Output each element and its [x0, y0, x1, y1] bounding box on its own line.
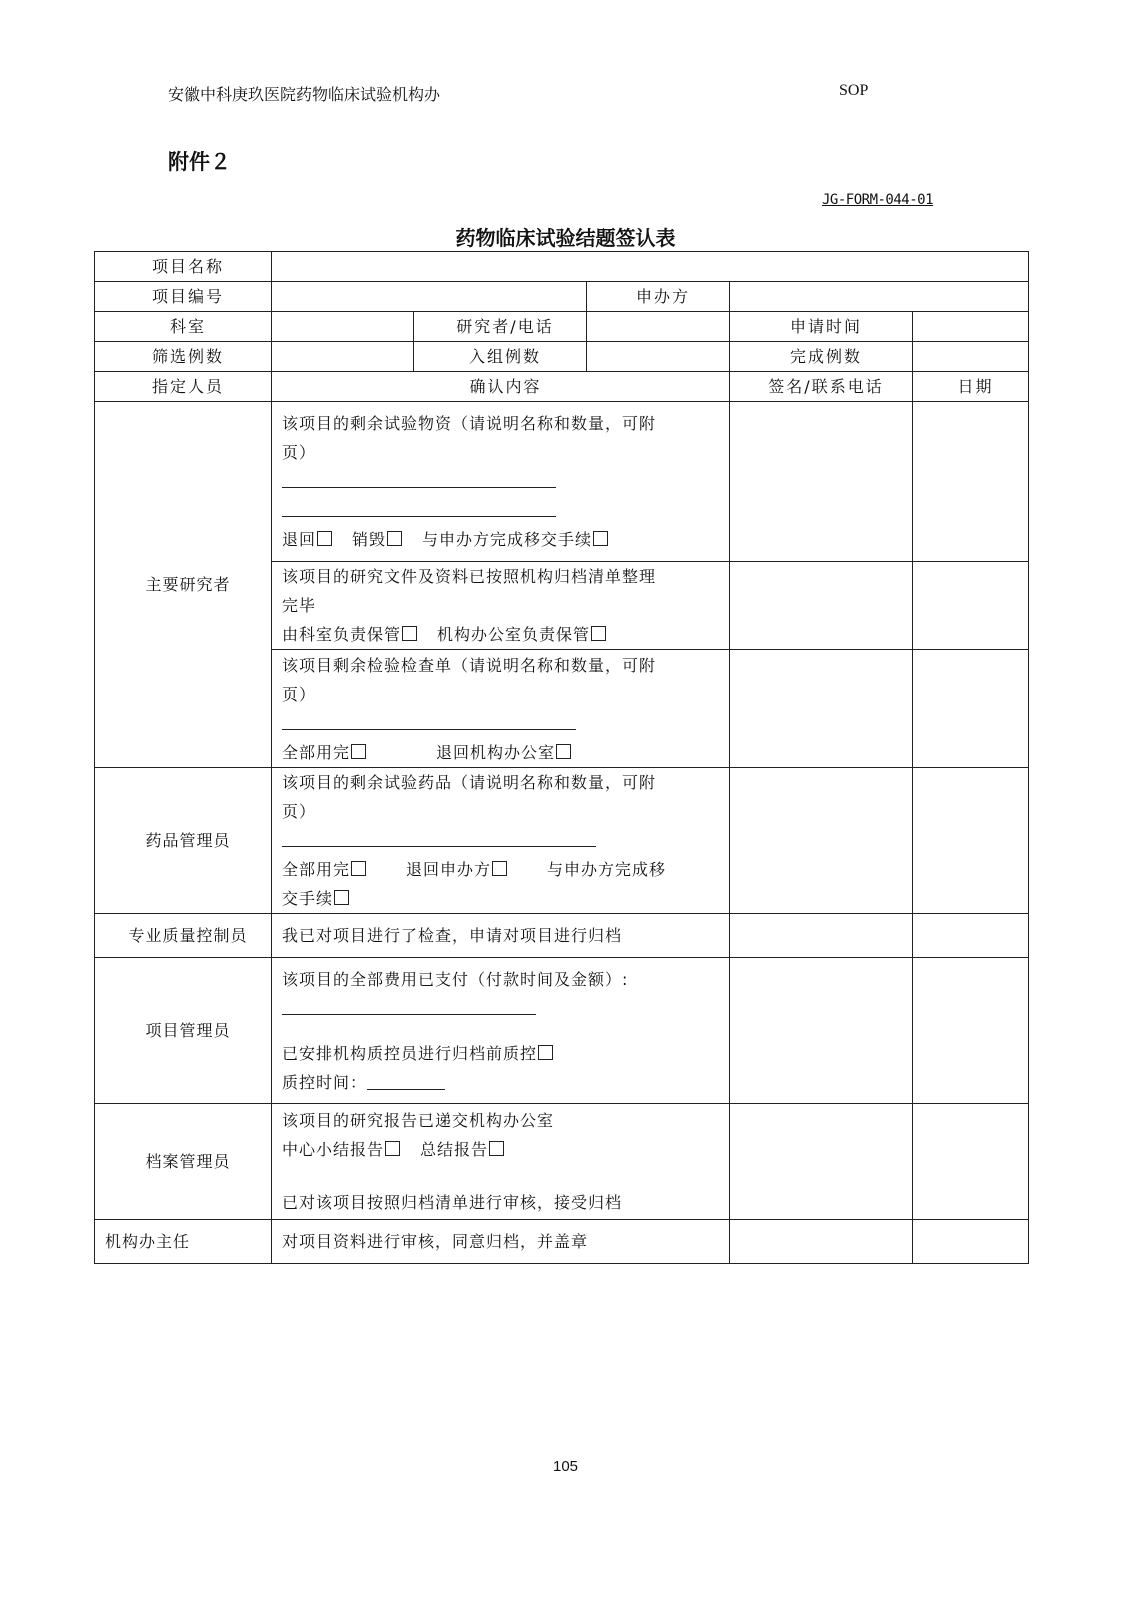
org-name: 安徽中科庚玖医院药物临床试验机构办 — [168, 85, 441, 104]
pi-materials-date[interactable] — [913, 402, 1029, 562]
label-sponsor: 申办方 — [587, 282, 730, 312]
pi-checks-blank[interactable] — [282, 709, 576, 730]
drug-line2: 页） — [282, 802, 317, 821]
label-apply-time: 申请时间 — [730, 312, 913, 342]
label-completed: 完成例数 — [730, 342, 913, 372]
director-sign[interactable] — [730, 1220, 913, 1264]
pi-checks-line1: 该项目剩余检验检查单（请说明名称和数量，可附 — [282, 655, 657, 675]
pi-checks-content — [272, 650, 730, 768]
doc-type: SOP — [839, 82, 869, 99]
drug-blank[interactable] — [282, 826, 596, 847]
value-completed[interactable] — [913, 342, 1029, 372]
row-director — [95, 1220, 1029, 1264]
drug-handover-label-b: 交手续 — [282, 889, 334, 908]
label-screened: 筛选例数 — [95, 342, 272, 372]
row-counts — [95, 342, 1029, 372]
row-project-no — [95, 282, 1029, 312]
archive-date[interactable] — [913, 1104, 1029, 1220]
qc-sign[interactable] — [730, 914, 913, 958]
pi-return-label: 退回 — [282, 530, 317, 549]
page-number: 105 — [552, 1458, 579, 1475]
role-director: 机构办主任 — [95, 1220, 272, 1264]
pi-handover-label: 与申办方完成移交手续 — [422, 530, 593, 549]
archive-content — [272, 1104, 730, 1220]
role-pi: 主要研究者 — [95, 402, 272, 768]
pi-destroy-checkbox[interactable] — [387, 531, 402, 546]
pi-materials-content — [272, 402, 730, 562]
qc-date[interactable] — [913, 914, 1029, 958]
archive-center-report-checkbox[interactable] — [385, 1141, 400, 1156]
pa-qc-time-label: 质控时间： — [282, 1072, 368, 1092]
value-enrolled[interactable] — [587, 342, 730, 372]
row-header — [95, 372, 1029, 402]
archive-summary-report-checkbox[interactable] — [489, 1141, 504, 1156]
row-department — [95, 312, 1029, 342]
pa-qc-time-blank[interactable] — [367, 1073, 445, 1090]
pi-dept-keep-label: 由科室负责保管 — [282, 625, 402, 644]
pi-checks-sign[interactable] — [730, 650, 913, 768]
archive-center-report-label: 中心小结报告 — [282, 1140, 385, 1159]
label-project-name: 项目名称 — [95, 252, 272, 282]
pi-docs-sign[interactable] — [730, 562, 913, 650]
director-content — [272, 1220, 730, 1264]
header-confirm-content: 确认内容 — [272, 372, 730, 402]
row-drug — [95, 768, 1029, 914]
row-project-admin — [95, 958, 1029, 1104]
drug-date[interactable] — [913, 768, 1029, 914]
value-project-name[interactable] — [272, 252, 1029, 282]
pi-materials-blank-1[interactable] — [282, 467, 556, 488]
signoff-table — [94, 251, 1029, 1264]
value-apply-time[interactable] — [913, 312, 1029, 342]
drug-sign[interactable] — [730, 768, 913, 914]
drug-return-sponsor-label: 退回申办方 — [406, 860, 492, 879]
row-pi-materials — [95, 402, 1029, 562]
pi-dept-keep-checkbox[interactable] — [402, 626, 417, 641]
value-screened[interactable] — [272, 342, 414, 372]
qc-content — [272, 914, 730, 958]
pi-return-office-label: 退回机构办公室 — [436, 742, 556, 762]
pi-all-used-checkbox[interactable] — [351, 744, 366, 759]
pa-fees: 该项目的全部费用已支付（付款时间及金额）: — [282, 969, 629, 989]
pi-docs-date[interactable] — [913, 562, 1029, 650]
label-project-no: 项目编号 — [95, 282, 272, 312]
form-title: 药物临床试验结题签认表 — [455, 226, 676, 250]
pi-materials-line1: 该项目的剩余试验物资（请说明名称和数量，可附 — [282, 414, 657, 433]
role-qc: 专业质量控制员 — [95, 914, 272, 958]
drug-return-sponsor-checkbox[interactable] — [492, 861, 507, 876]
value-project-no[interactable] — [272, 282, 587, 312]
drug-all-used-label: 全部用完 — [282, 860, 351, 879]
pi-docs-line2: 完毕 — [282, 596, 317, 615]
pi-materials-sign[interactable] — [730, 402, 913, 562]
qc-text: 我已对项目进行了检查，申请对项目进行归档 — [282, 926, 623, 945]
pi-materials-line2: 页） — [282, 443, 317, 462]
drug-line1: 该项目的剩余试验药品（请说明名称和数量，可附 — [282, 773, 657, 792]
pa-fees-blank[interactable] — [282, 994, 536, 1015]
director-date[interactable] — [913, 1220, 1029, 1264]
header-date: 日期 — [913, 372, 1029, 402]
row-project-name — [95, 252, 1029, 282]
header-sign-phone: 签名/联系电话 — [730, 372, 913, 402]
drug-all-used-checkbox[interactable] — [351, 861, 366, 876]
label-department: 科室 — [95, 312, 272, 342]
pi-materials-blank-2[interactable] — [282, 496, 556, 517]
project-admin-date[interactable] — [913, 958, 1029, 1104]
pi-checks-line2: 页） — [282, 684, 317, 704]
pi-docs-content — [272, 562, 730, 650]
value-department[interactable] — [272, 312, 414, 342]
role-archive-admin: 档案管理员 — [95, 1104, 272, 1220]
archive-summary-report-label: 总结报告 — [420, 1140, 489, 1159]
pi-office-keep-checkbox[interactable] — [591, 626, 606, 641]
form-code: JG-FORM-044-01 — [822, 192, 934, 208]
row-archive — [95, 1104, 1029, 1220]
label-enrolled: 入组例数 — [414, 342, 587, 372]
pi-handover-checkbox[interactable] — [593, 531, 608, 546]
pi-return-checkbox[interactable] — [317, 531, 332, 546]
pi-all-used-label: 全部用完 — [282, 742, 351, 762]
archive-submitted: 该项目的研究报告已递交机构办公室 — [282, 1111, 555, 1130]
pi-return-office-checkbox[interactable] — [556, 744, 571, 759]
pi-checks-date[interactable] — [913, 650, 1029, 768]
archive-sign[interactable] — [730, 1104, 913, 1220]
project-admin-sign[interactable] — [730, 958, 913, 1104]
pi-docs-line1: 该项目的研究文件及资料已按照机构归档清单整理 — [282, 567, 657, 586]
pi-destroy-label: 销毁 — [352, 530, 387, 549]
attachment-label: 附件２ — [168, 150, 231, 174]
pa-arranged-label: 已安排机构质控员进行归档前质控 — [282, 1043, 538, 1063]
role-drug-admin: 药品管理员 — [95, 768, 272, 914]
role-project-admin: 项目管理员 — [95, 958, 272, 1104]
row-qc — [95, 914, 1029, 958]
archive-accepted: 已对该项目按照归档清单进行审核，接受归档 — [282, 1193, 623, 1212]
value-sponsor[interactable] — [730, 282, 1029, 312]
project-admin-content — [272, 958, 730, 1104]
drug-handover-checkbox[interactable] — [334, 890, 349, 905]
value-researcher-phone[interactable] — [587, 312, 730, 342]
director-text: 对项目资料进行审核，同意归档，并盖章 — [282, 1232, 589, 1251]
header-designee: 指定人员 — [95, 372, 272, 402]
drug-handover-label-a: 与申办方完成移 — [547, 860, 667, 879]
pi-office-keep-label: 机构办公室负责保管 — [437, 625, 591, 644]
label-researcher-phone: 研究者/电话 — [414, 312, 587, 342]
drug-content — [272, 768, 730, 914]
pa-arranged-checkbox[interactable] — [538, 1045, 553, 1060]
